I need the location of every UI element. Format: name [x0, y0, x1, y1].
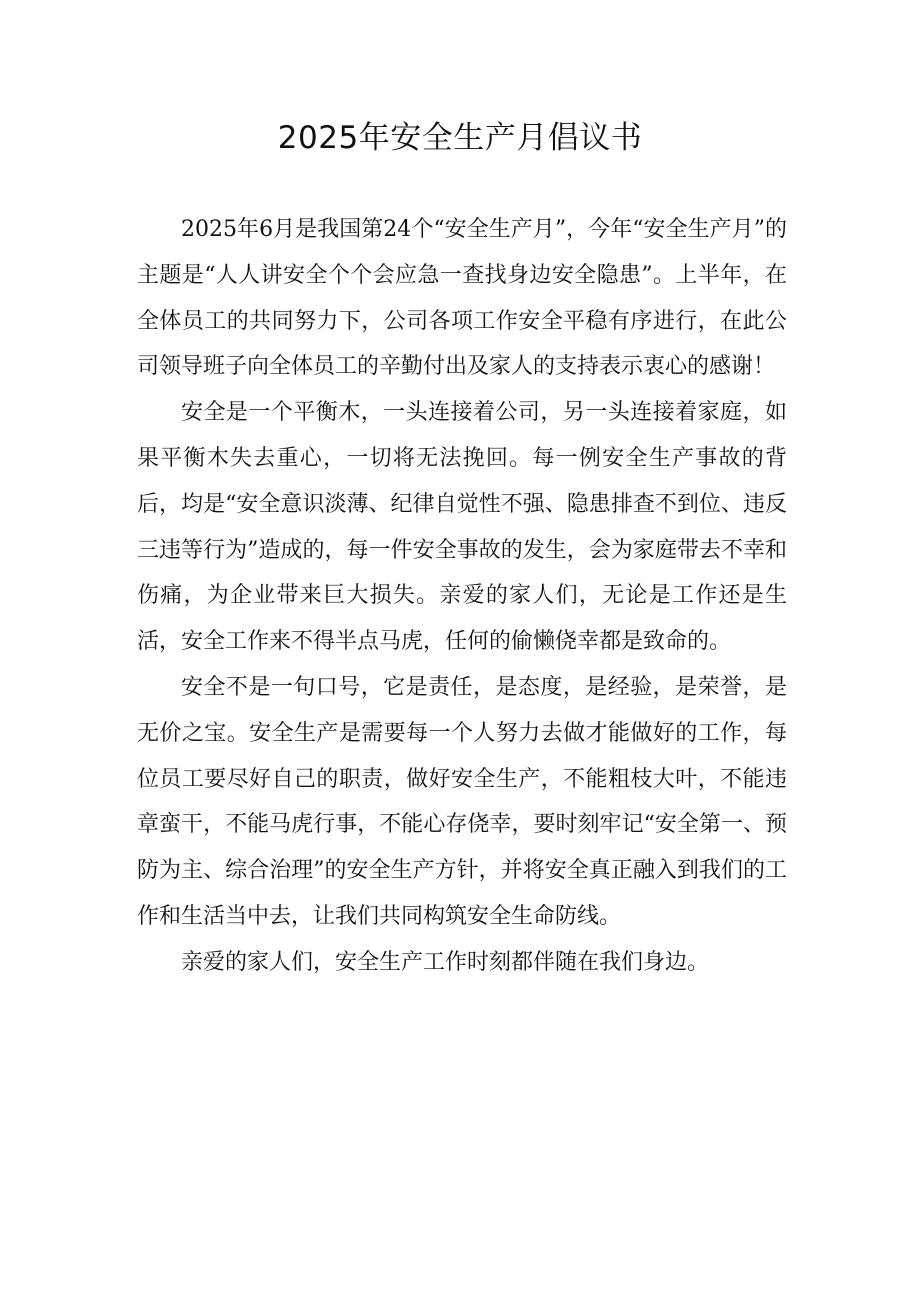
- paragraph-closing: 亲爱的家人们，安全生产工作时刻都伴随在我们身边。: [181, 949, 710, 975]
- paragraph-responsibility: 安全不是一句口号，它是责任，是态度，是经验，是荣誉，是无价之宝。安全生产是需要每一个人努力去做才能做好的工作，每位员工要尽好自己的职责，做好安全生产，不能粗枝大叶，不能违章蛮干，不能马虎行事，不能心存侥幸，要时刻牢记“安全第一、预防为主、综合治理”的安全生产方针，并将安全真正融入到我们的工作和生活当中去，让我们共同构筑安全生命防线。: [137, 674, 787, 929]
- paragraph-balance-beam: 安全是一个平衡木，一头连接着公司，另一头连接着家庭，如果平衡木失去重心，一切将无法挽回。每一例安全生产事故的背后，均是“安全意识淡薄、纪律自觉性不强、隐患排查不到位、违反三违等行为”造成的，每一件安全事故的发生，会为家庭带去不幸和伤痛，为企业带来巨大损失。亲爱的家人们，无论是工作还是生活，安全工作来不得半点马虎，任何的偷懒侥幸都是致命的。: [137, 400, 787, 655]
- paragraph-theme-intro: 2025年6月是我国第24个“安全生产月”，今年“安全生产月”的主题是“人人讲安全个个会应急一查找身边安全隐患”。上半年，在全体员工的共同努力下，公司各项工作安全平稳有序进行，在此公司领导班子向全体员工的辛勤付出及家人的支持表示衷心的感谢！: [137, 217, 787, 380]
- document-title: 2025年安全生产月倡议书: [277, 120, 643, 156]
- document-body: [137, 207, 787, 986]
